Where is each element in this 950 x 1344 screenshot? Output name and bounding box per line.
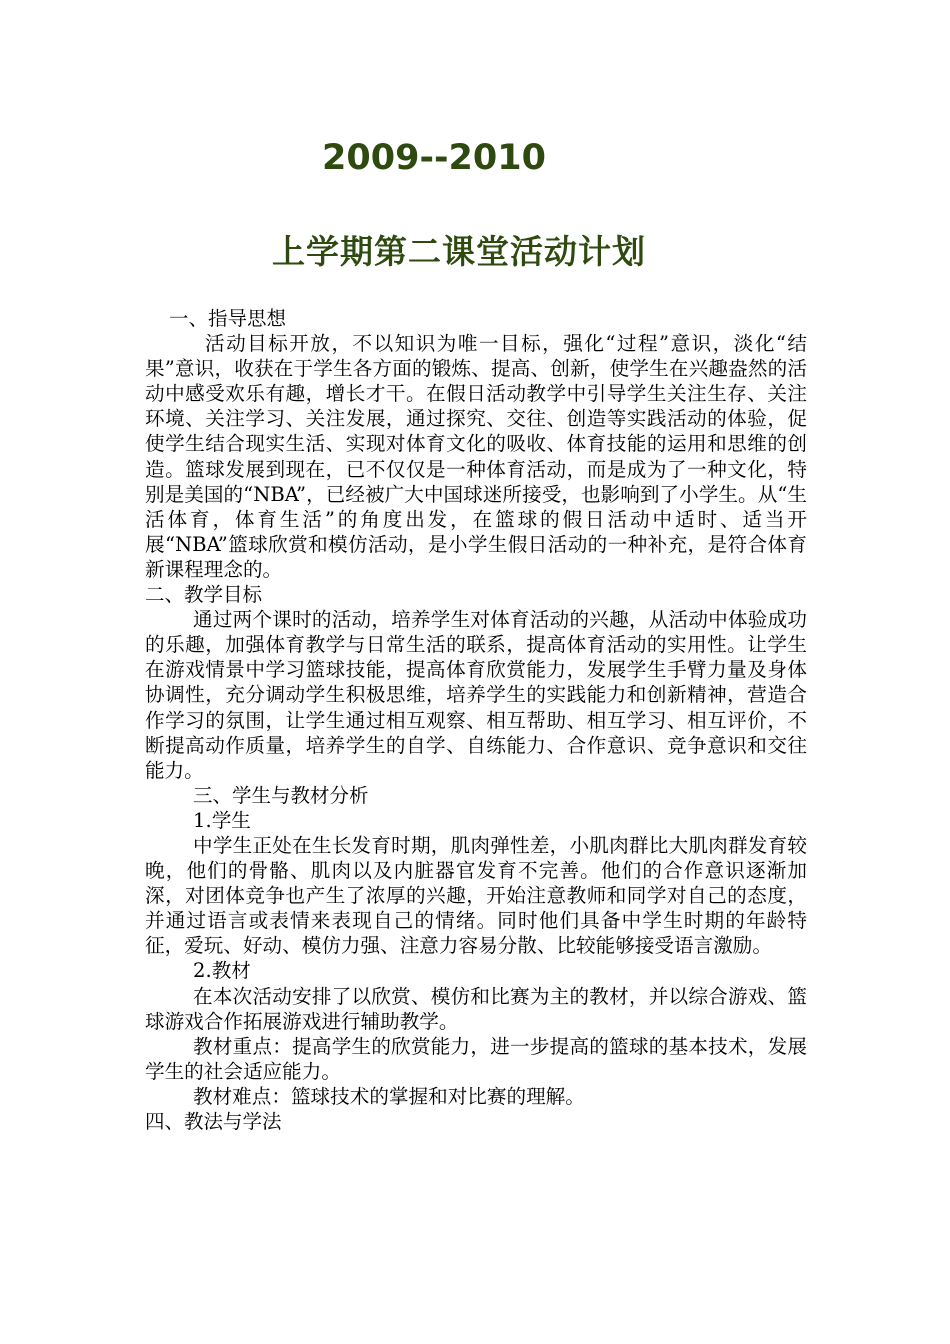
subheading-materials: 2.教材 — [193, 959, 251, 983]
document-body — [145, 306, 807, 1134]
paragraph-guiding-thought: 活动目标开放，不以知识为唯一目标，强化“过程”意识，淡化“结果”意识，收获在于学生各方面的锻炼、提高、创新，使学生在兴趣盎然的活动中感受欢乐有趣，增长才干。在假日活动教学中引导学生关注生存、关注环境、关注学习、关注发展，通过探究、交往、创造等实践活动的体验，促使学生结合现实生活、实现对体育文化的吸收、体育技能的运用和思维的创造。篮球发展到现在，已不仅仅是一种体育活动，而是成为了一种文化，特别是美国的“NBA”，已经被广大中国球迷所接受，也影响到了小学生。从“生活体育，体育生活”的角度出发，在篮球的假日活动中适时、适当开展“NBA”篮球欣赏和模仿活动，是小学生假日活动的一种补充，是符合体育新课程理念的。 — [145, 332, 807, 581]
paragraph-key-points: 教材重点：提高学生的欣赏能力，进一步提高的篮球的基本技术，发展学生的社会适应能力。 — [145, 1034, 807, 1083]
title-year: 2009--2010 — [322, 138, 546, 178]
section-heading-analysis: 三、学生与教材分析 — [193, 783, 369, 807]
section-heading-methods: 四、教法与学法 — [145, 1110, 282, 1133]
paragraph-materials: 在本次活动安排了以欣赏、模仿和比赛为主的教材，并以综合游戏、篮球游戏合作拓展游戏进行辅助教学。 — [145, 984, 807, 1033]
paragraph-students: 中学生正处在生长发育时期，肌肉弹性差，小肌肉群比大肌肉群发育较晚，他们的骨骼、肌肉以及内脏器官发育不完善。他们的合作意识逐渐加深，对团体竞争也产生了浓厚的兴趣，开始注意教师和同学对自己的态度，并通过语言或表情来表现自己的情绪。同时他们具备中学生时期的年龄特征，爱玩、好动、模仿力强、注意力容易分散、比较能够接受语言激励。 — [145, 833, 807, 958]
section-heading-guiding-thought: 一、指导思想 — [169, 307, 287, 330]
section-heading-teaching-goals: 二、教学目标 — [145, 583, 263, 607]
document-title: 上学期第二课堂活动计划 — [272, 232, 646, 271]
paragraph-teaching-goals: 通过两个课时的活动，培养学生对体育活动的兴趣，从活动中体验成功的乐趣，加强体育教学与日常生活的联系，提高体育活动的实用性。让学生在游戏情景中学习篮球技能，提高体育欣赏能力，发展学生手臂力量及身体协调性，充分调动学生积极思维，培养学生的实践能力和创新精神，营造合作学习的氛围，让学生通过相互观察、相互帮助、相互学习、相互评价，不断提高动作质量，培养学生的自学、自练能力、合作意识、竞争意识和交往能力。 — [145, 608, 807, 782]
paragraph-difficulties: 教材难点：篮球技术的掌握和对比赛的理解。 — [193, 1084, 585, 1108]
subheading-students: 1.学生 — [193, 808, 251, 832]
